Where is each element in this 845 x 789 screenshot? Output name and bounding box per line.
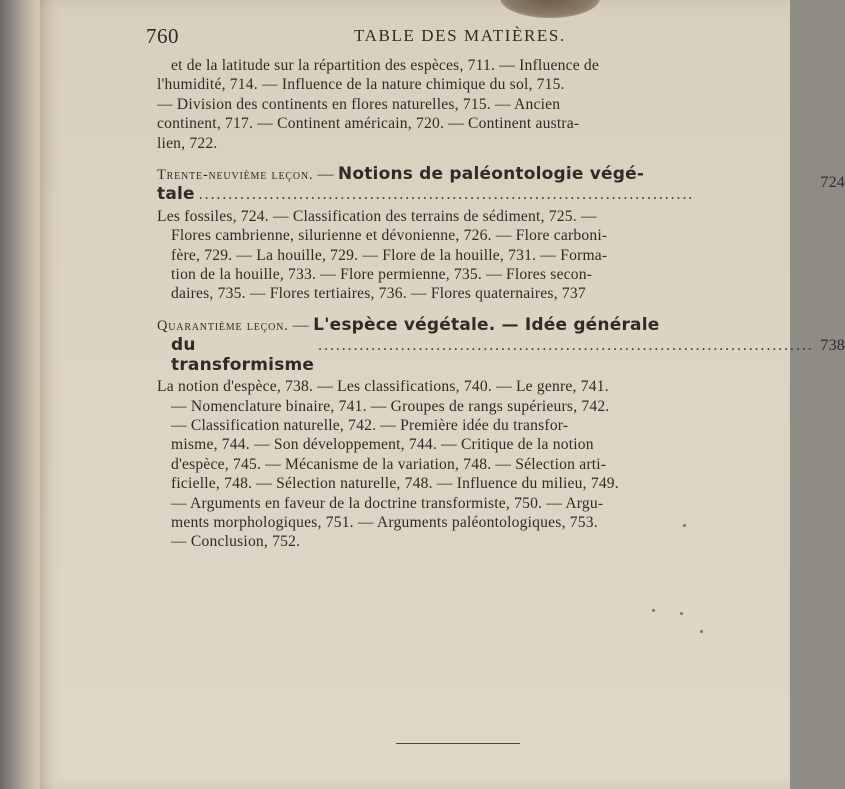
paper-speck xyxy=(652,609,655,612)
text-line: — Division des continents en flores naturelles, 715. — Ancien xyxy=(157,95,561,113)
lesson-summary xyxy=(157,377,767,552)
text-line: Flores cambrienne, silurienne et dévonienne, 726. — Flore carboni- xyxy=(171,227,608,245)
lesson-heading xyxy=(157,316,767,336)
lesson-number: Trente-neuvième leçon. xyxy=(157,167,314,184)
running-title: TABLE DES MATIÈRES. xyxy=(354,26,566,45)
section-page-number: 738 xyxy=(820,336,845,354)
text-line: ments morphologiques, 751. — Arguments paléontologiques, 753. xyxy=(171,513,598,531)
book-page xyxy=(40,0,845,789)
text-line: — Classification naturelle, 742. — Première idée du transfor- xyxy=(171,416,569,434)
lesson-title: L'espèce végétale. — Idée générale xyxy=(313,314,660,335)
text-line: continent, 717. — Continent américain, 720. — Continent austra- xyxy=(157,115,580,133)
text-line: — Nomenclature binaire, 741. — Groupes de rangs supérieurs, 742. xyxy=(171,397,610,415)
text-line: — Arguments en faveur de la doctrine transformiste, 750. — Argu- xyxy=(171,494,604,512)
table-of-contents xyxy=(157,56,845,552)
continuation-paragraph xyxy=(157,56,767,153)
heading-dash: — xyxy=(288,316,314,334)
lesson-title-line xyxy=(157,335,814,375)
lesson-title-line xyxy=(157,185,747,204)
text-line: d'espèce, 745. — Mécanisme de la variation, 748. — Sélection arti- xyxy=(171,455,607,473)
text-line: — Conclusion, 752. xyxy=(171,533,301,551)
end-rule xyxy=(396,743,520,744)
section-page-number: 724 xyxy=(820,174,845,192)
dot-leader: .................................................................................... xyxy=(318,337,814,355)
text-line: La notion d'espèce, 738. — Les classifications, 740. — Le genre, 741. xyxy=(157,378,609,396)
text-line: daires, 735. — Flores tertiaires, 736. — Flores quaternaires, 737 xyxy=(171,285,586,303)
text-line: lien, 722. xyxy=(157,134,218,152)
lesson-title-continued: tale xyxy=(157,184,195,205)
heading-dash: — xyxy=(313,166,338,184)
lesson-number: Quarantième leçon. xyxy=(157,317,289,334)
lesson-section-40 xyxy=(157,314,845,552)
text-line: misme, 744. — Son développement, 744. — Critique de la notion xyxy=(171,436,594,454)
paper-speck xyxy=(683,524,686,527)
paper-speck xyxy=(680,612,683,615)
text-line: et de la latitude sur la répartition des espèces, 711. — Influence de xyxy=(171,57,600,74)
text-line: tion de la houille, 733. — Flore permienne, 735. — Flores secon- xyxy=(171,266,593,284)
lesson-heading xyxy=(157,165,767,185)
paper-speck xyxy=(700,630,703,633)
lesson-summary xyxy=(157,207,767,304)
dot-leader: .................................................................................... xyxy=(198,186,695,204)
lesson-section-39 xyxy=(157,164,845,304)
thumb-shadow xyxy=(500,0,600,18)
text-line: l'humidité, 714. — Influence de la nature chimique du sol, 715. xyxy=(157,76,565,94)
text-line: fère, 729. — La houille, 729. — Flore de la houille, 731. — Forma- xyxy=(171,246,608,264)
page-header xyxy=(40,24,790,54)
page-number: 760 xyxy=(146,24,179,48)
lesson-title-continued: du transformisme xyxy=(171,335,315,375)
text-line: Les fossiles, 724. — Classification des terrains de sédiment, 725. — xyxy=(157,207,597,225)
lesson-title: Notions de paléontologie végé- xyxy=(337,164,645,185)
text-line: ficielle, 748. — Sélection naturelle, 748. — Influence du milieu, 749. xyxy=(171,475,619,493)
